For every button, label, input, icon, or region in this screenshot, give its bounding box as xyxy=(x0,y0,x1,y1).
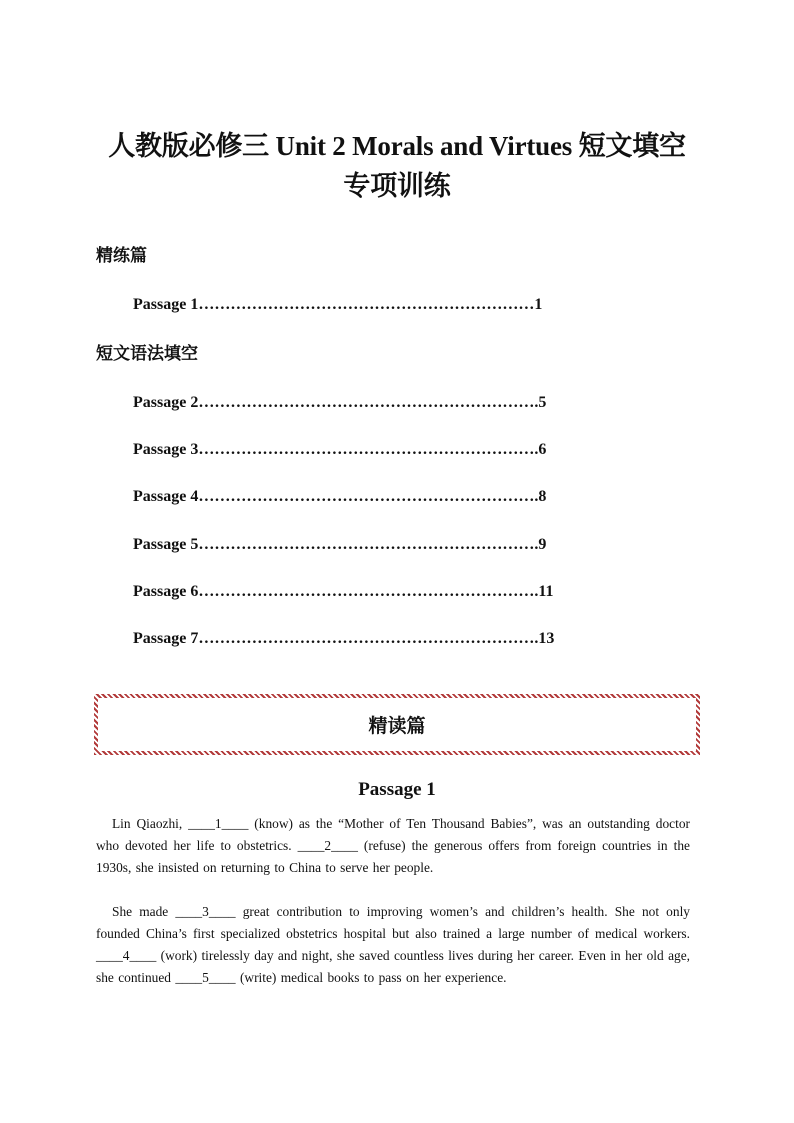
toc-item-label: Passage 5 xyxy=(133,536,199,553)
toc-item-page: 5 xyxy=(538,394,547,411)
toc-item-label: Passage 7 xyxy=(133,630,199,647)
toc-item-leader: ………………………………………………………. xyxy=(198,536,539,553)
toc-item-label: Passage 6 xyxy=(133,583,199,600)
title-line-1: 人教版必修三 Unit 2 Morals and Virtues 短文填空 xyxy=(108,131,686,161)
passage-paragraph-2: She made ____3____ great contribution to improving women’s and children’s health. She not only founded China’s first specialized obstetrics hospital but also trained a large number of medical workers. ____4____ (work) tirelessly day and night, she saved countless lives during her career. Even in her old age, she continued ____5____ (write) medical books to pass on her experience. xyxy=(96,904,690,985)
passage-title: Passage 1 xyxy=(358,779,436,800)
toc-item-page: 9 xyxy=(538,536,547,553)
toc-item-passage-2[interactable] xyxy=(133,392,653,414)
title-line-2: 专项训练 xyxy=(343,171,451,201)
section-banner-label: 精读篇 xyxy=(98,698,696,751)
toc-item-passage-6[interactable] xyxy=(133,581,653,603)
section-banner xyxy=(94,694,700,755)
toc-section-heading-grammar: 短文语法填空 xyxy=(96,344,198,363)
toc-item-passage-5[interactable] xyxy=(133,534,653,556)
toc-item-page: 8 xyxy=(538,488,547,505)
toc-item-leader: ………………………………………………………. xyxy=(198,488,539,505)
toc-item-page: 13 xyxy=(538,630,555,647)
toc-item-leader: ………………………………………………………. xyxy=(198,394,539,411)
toc-item-label: Passage 4 xyxy=(133,488,199,505)
toc-item-leader: ………………………………………………………. xyxy=(198,441,539,458)
toc-item-page: 1 xyxy=(534,296,543,313)
toc-item-page: 11 xyxy=(538,583,554,600)
toc-item-passage-1[interactable] xyxy=(133,294,653,316)
toc-item-leader: ………………………………………………………. xyxy=(198,583,539,600)
toc-item-leader: ………………………………………………………. xyxy=(198,630,539,647)
toc-item-page: 6 xyxy=(538,441,547,458)
toc-item-passage-7[interactable] xyxy=(133,628,653,650)
toc-section-heading-intensive: 精练篇 xyxy=(96,246,147,265)
toc-item-label: Passage 1 xyxy=(133,296,199,313)
toc-item-passage-3[interactable] xyxy=(133,439,653,461)
toc-item-leader: ……………………………………………………… xyxy=(198,296,535,313)
passage-paragraph-1: Lin Qiaozhi, ____1____ (know) as the “Mother of Ten Thousand Babies”, was an outstanding doctor who devoted her life to obstetrics. ____2____ (refuse) the generous offers from foreign countries in the 1930s, she insisted on returning to China to serve her people. xyxy=(96,816,690,875)
toc-item-label: Passage 3 xyxy=(133,441,199,458)
toc-item-passage-4[interactable] xyxy=(133,486,653,508)
toc-item-label: Passage 2 xyxy=(133,394,199,411)
